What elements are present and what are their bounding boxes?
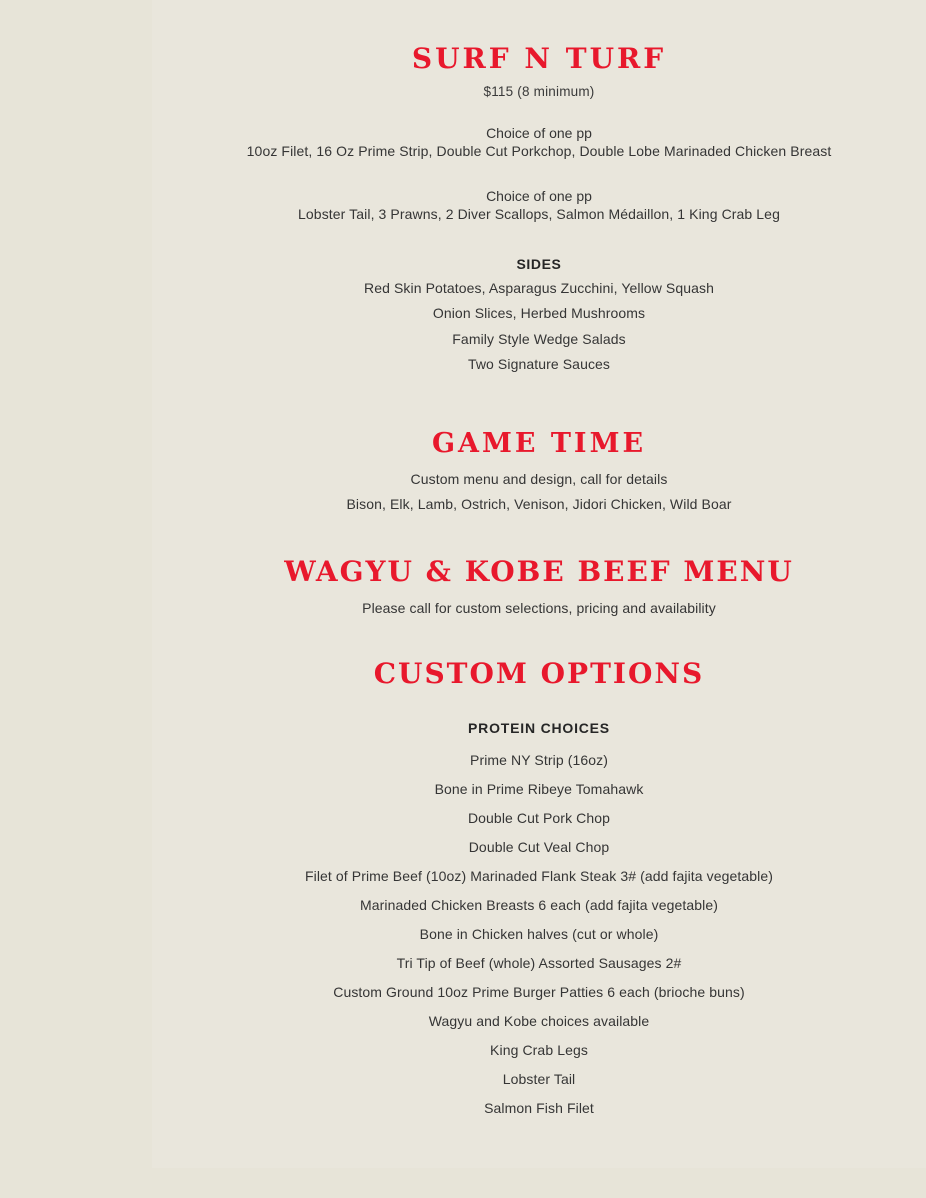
list-item: Lobster Tail <box>502 1070 576 1087</box>
list-item: Wagyu and Kobe choices available <box>428 1012 650 1029</box>
surf-n-turf-price: $115 (8 minimum) <box>483 83 595 99</box>
list-item: Double Cut Veal Chop <box>468 839 610 856</box>
list-item: Tri Tip of Beef (whole) Assorted Sausages 2# <box>396 955 682 972</box>
surf-n-turf-choice-2 <box>182 188 896 226</box>
protein-choices-list <box>182 746 896 1123</box>
list-item: Two Signature Sauces <box>467 355 611 372</box>
list-item: Custom Ground 10oz Prime Burger Patties 6 each (brioche buns) <box>333 984 745 1001</box>
list-item: Bone in Prime Ribeye Tomahawk <box>434 781 644 798</box>
list-item: Family Style Wedge Salads <box>452 330 626 347</box>
list-item: King Crab Legs <box>490 1041 588 1058</box>
sides-heading: SIDES <box>516 256 562 273</box>
surf-n-turf-choice-1 <box>182 125 896 163</box>
choice-1-options: 10oz Filet, 16 Oz Prime Strip, Double Cut Porkchop, Double Lobe Marinaded Chicken Breast <box>246 142 832 159</box>
list-item: Filet of Prime Beef (10oz) Marinaded Flank Steak 3# (add fajita vegetable) <box>304 868 774 885</box>
choice-1-label: Choice of one pp <box>486 124 592 141</box>
section-game-time <box>182 429 896 517</box>
section-title-game-time: GAME TIME <box>431 427 647 459</box>
list-item: Marinaded Chicken Breasts 6 each (add fajita vegetable) <box>359 897 719 914</box>
protein-choices-heading: PROTEIN CHOICES <box>468 720 610 737</box>
game-time-lines <box>182 467 896 517</box>
section-title-surf-n-turf: SURF N TURF <box>411 42 667 75</box>
list-item: Custom menu and design, call for details <box>410 470 668 487</box>
list-item: Red Skin Potatoes, Asparagus Zucchini, Yellow Squash <box>364 280 714 297</box>
list-item: Prime NY Strip (16oz) <box>470 752 608 769</box>
list-item: Double Cut Pork Chop <box>467 810 611 827</box>
choice-2-label: Choice of one pp <box>486 188 592 205</box>
choice-2-options: Lobster Tail, 3 Prawns, 2 Diver Scallops, Salmon Médaillon, 1 King Crab Leg <box>298 206 780 223</box>
section-custom-options <box>182 659 896 1122</box>
section-title-wagyu-kobe: WAGYU & KOBE BEEF MENU <box>284 554 794 588</box>
sides-list <box>182 276 896 377</box>
list-item: Bison, Elk, Lamb, Ostrich, Venison, Jidori Chicken, Wild Boar <box>346 495 732 512</box>
section-surf-n-turf <box>182 44 896 377</box>
list-item: Salmon Fish Filet <box>484 1099 594 1116</box>
list-item: Bone in Chicken halves (cut or whole) <box>419 926 659 943</box>
wagyu-kobe-note: Please call for custom selections, pricing and availability <box>362 599 716 616</box>
list-item: Onion Slices, Herbed Mushrooms <box>432 305 646 322</box>
section-wagyu-kobe <box>182 554 896 619</box>
section-title-custom-options: CUSTOM OPTIONS <box>373 657 705 691</box>
menu-panel <box>152 0 926 1168</box>
